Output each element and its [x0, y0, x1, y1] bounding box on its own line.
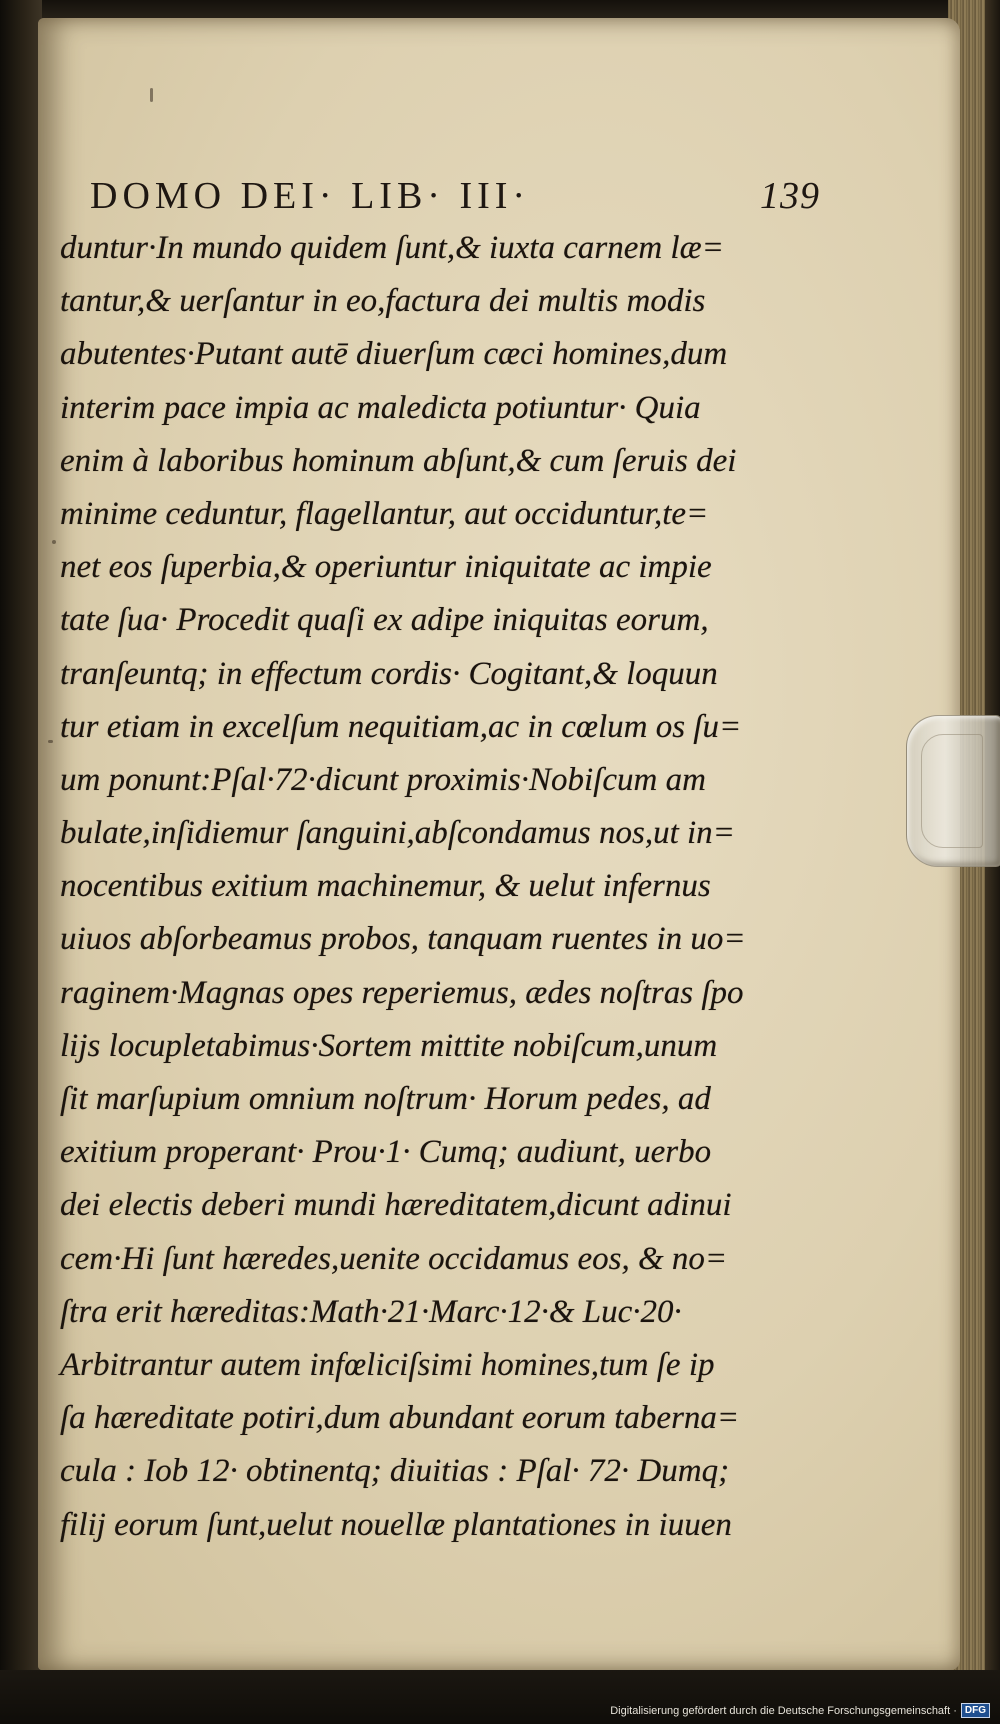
text-line: net eos ſuperbia,& operiuntur iniquitate ac impie — [60, 549, 712, 586]
text-line: duntur·In mundo quidem ſunt,& iuxta carnem læ= — [60, 230, 724, 266]
text-line: ſa hæreditate potiri,dum abundant eorum taberna= — [60, 1400, 740, 1437]
text-line: ſit marſupium omnium noſtrum· Horum pedes, ad — [60, 1081, 711, 1117]
text-line: ſtra erit hæreditas:Math·21·Marc·12·& Luc·20· — [60, 1293, 682, 1330]
text-line: cula : Iob 12· obtinentq; diuitias : Pſal· 72· Dumq; — [60, 1453, 730, 1490]
text-line: exitium properant· Prou·1· Cumq; audiunt, uerbo — [60, 1134, 712, 1171]
book-binding — [0, 0, 42, 1724]
text-line: lijs locupletabimus·Sortem mittite nobiſcum,unum — [60, 1027, 718, 1064]
text-line: dei electis deberi mundi hæreditatem,dicunt adinui — [60, 1187, 732, 1224]
text-line: um ponunt:Pſal·72·dicunt proximis·Nobiſcum am — [60, 761, 706, 798]
text-line: Arbitrantur autem infœliciſsimi homines,tum ſe ip — [60, 1346, 715, 1383]
text-line: filij eorum ſunt,uelut nouellæ plantationes in iuuen — [60, 1506, 732, 1543]
dfg-logo: DFG — [961, 1703, 990, 1718]
text-line: nocentibus exitium machinemur, & uelut infernus — [60, 868, 711, 905]
page-clip — [906, 715, 1000, 867]
text-line: uiuos abſorbeamus probos, tanquam ruentes in uo= — [60, 921, 746, 958]
text-line: tate ſua· Procedit quaſi ex adipe iniquitas eorum, — [60, 602, 709, 639]
text-line: raginem·Magnas opes reperiemus, ædes noſtras ſpo — [60, 974, 744, 1011]
text-line: interim pace impia ac maledicta potiuntur· Quia — [60, 389, 701, 426]
text-line: minime ceduntur, flagellantur, aut occiduntur,te= — [60, 495, 709, 532]
ink-speck — [52, 540, 56, 544]
footer-bar — [0, 1670, 1000, 1724]
running-head — [80, 174, 820, 220]
funding-credit — [610, 1703, 990, 1718]
text-line: enim à laboribus hominum abſunt,& cum ſeruis dei — [60, 442, 737, 479]
page-clip-inner — [921, 734, 983, 848]
body-text — [60, 222, 860, 1552]
ink-speck — [150, 88, 153, 102]
page-number: 139 — [760, 175, 820, 217]
funding-credit-text: Digitalisierung gefördert durch die Deutsche Forschungsgemeinschaft · — [610, 1704, 957, 1717]
ink-speck — [48, 740, 53, 743]
text-line: cem·Hi ſunt hæredes,uenite occidamus eos, & no= — [60, 1240, 728, 1277]
text-line: tranſeuntq; in effectum cordis· Cogitant,& loquun — [60, 655, 718, 692]
text-line: bulate,inſidiemur ſanguini,abſcondamus nos,ut in= — [60, 815, 735, 852]
text-line: tur etiam in excelſum nequitiam,ac in cœlum os ſu= — [60, 708, 742, 745]
running-head-title: DOMO DEI· LIB· III· — [90, 175, 531, 217]
text-line: tantur,& uerſantur in eo,factura dei multis modis — [60, 283, 706, 320]
text-line: abutentes·Putant autē diuerſum cæci homines,dum — [60, 336, 728, 373]
